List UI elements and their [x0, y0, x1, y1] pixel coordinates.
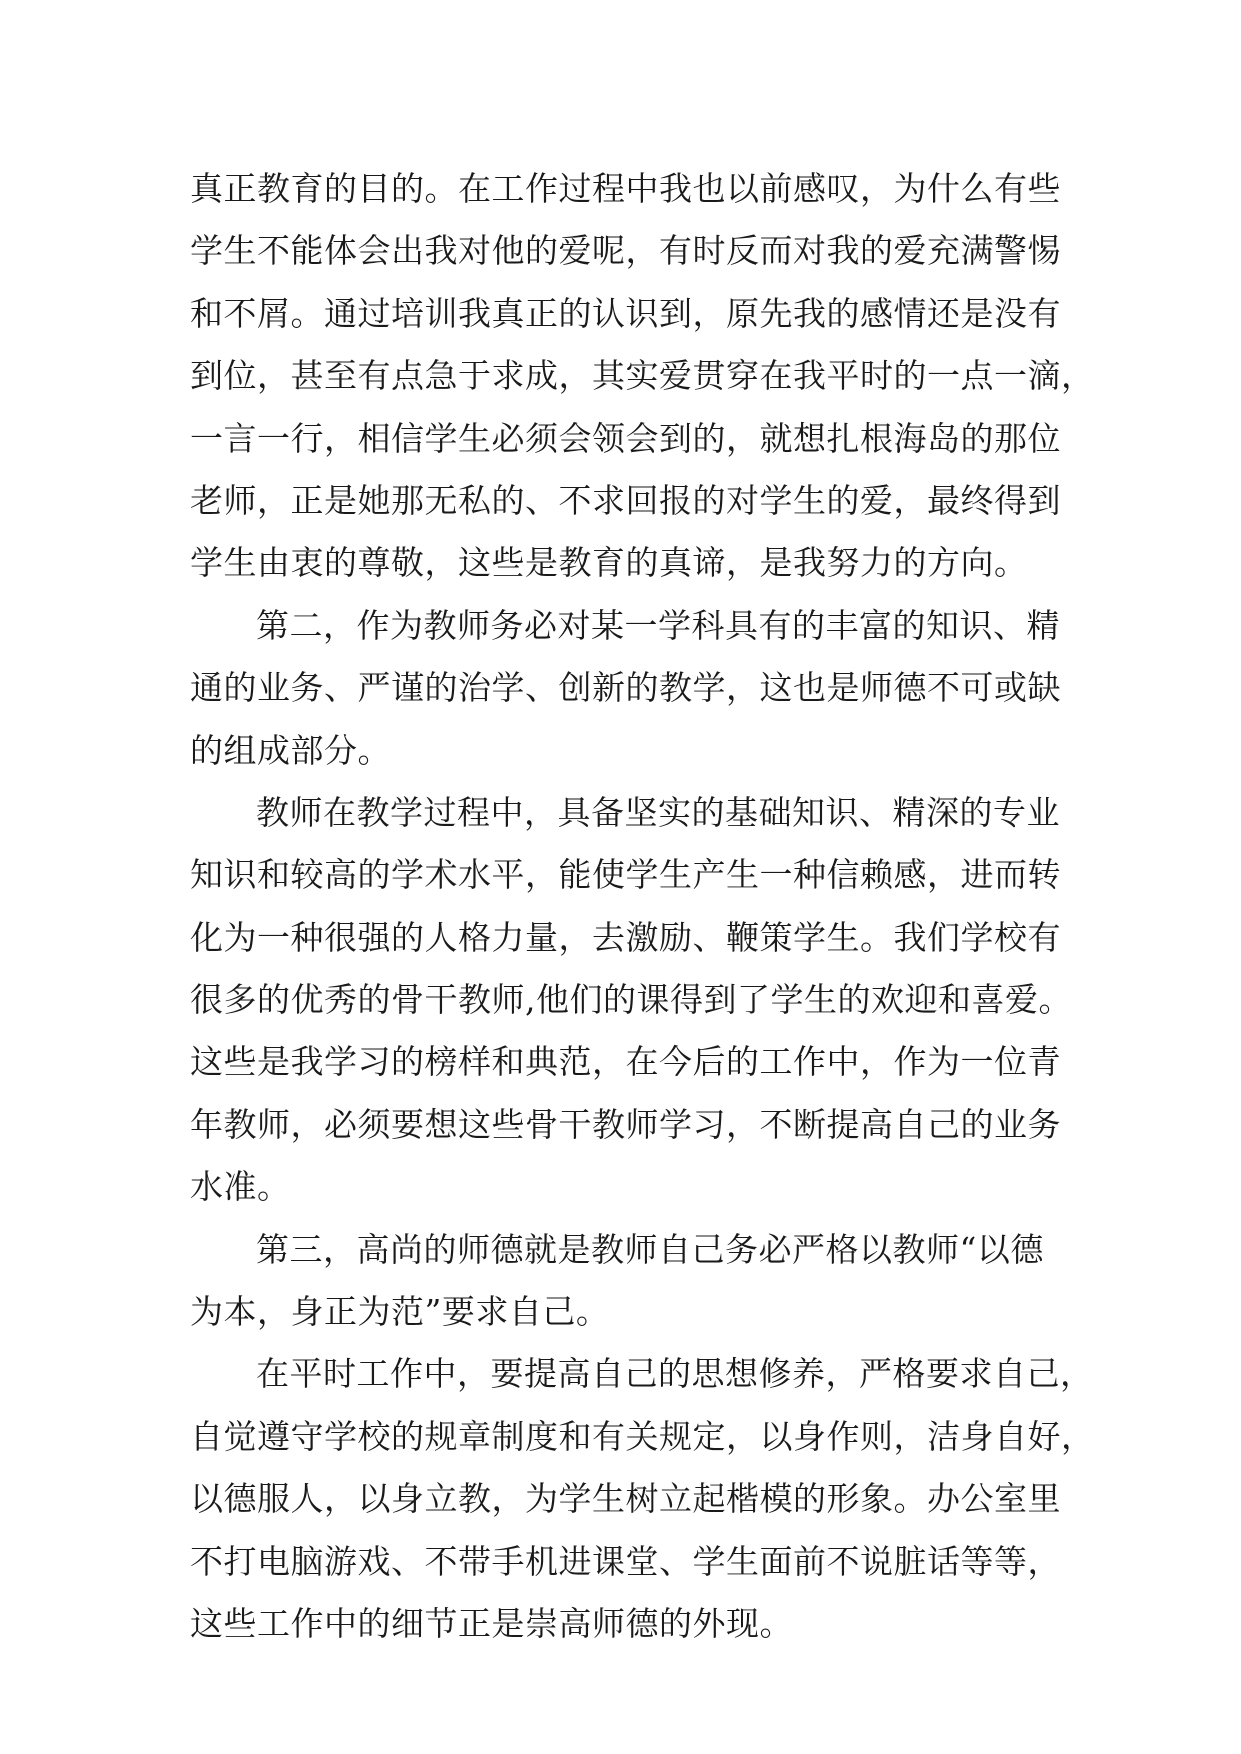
text-line: 和不屑。通过培训我真正的认识到，原先我的感情还是没有 [190, 293, 1061, 333]
paragraph-first-line: 第三，高尚的师德就是教师自己务必严格以教师“以德 [256, 1229, 1044, 1269]
text-line: 通的业务、严谨的治学、创新的教学，这也是师德不可或缺 [190, 668, 1061, 708]
text-line: 化为一种很强的人格力量，去激励、鞭策学生。我们学校有 [190, 917, 1061, 957]
text-line: 老师，正是她那无私的、不求回报的对学生的爱，最终得到 [190, 480, 1061, 520]
text-line: 不打电脑游戏、不带手机进课堂、学生面前不说脏话等等， [190, 1541, 1061, 1581]
text-line: 学生由衷的尊敬，这些是教育的真谛，是我努力的方向。 [190, 543, 1028, 583]
text-line: 这些工作中的细节正是崇高师德的外现。 [190, 1603, 793, 1643]
text-line: 知识和较高的学术水平，能使学生产生一种信赖感，进而转 [190, 855, 1061, 895]
text-line: 水准。 [190, 1167, 291, 1207]
text-line: 这些是我学习的榜样和典范，在今后的工作中，作为一位青 [190, 1042, 1061, 1082]
paragraph-first-line: 教师在教学过程中，具备坚实的基础知识、精深的专业 [256, 792, 1060, 832]
text-line: 为本，身正为范”要求自己。 [190, 1292, 610, 1332]
text-line: 一言一行，相信学生必须会领会到的，就想扎根海岛的那位 [190, 418, 1061, 458]
text-line: 的组成部分。 [190, 730, 391, 770]
text-line: 自觉遵守学校的规章制度和有关规定，以身作则，洁身自好， [190, 1416, 1095, 1456]
text-line: 很多的优秀的骨干教师,他们的课得到了学生的欢迎和喜爱。 [190, 980, 1072, 1020]
text-line: 以德服人，以身立教，为学生树立起楷模的形象。办公室里 [190, 1479, 1061, 1519]
text-line: 学生不能体会出我对他的爱呢，有时反而对我的爱充满警惕 [190, 231, 1061, 271]
document-body [190, 158, 1095, 1655]
text-line: 年教师，必须要想这些骨干教师学习，不断提高自己的业务 [190, 1104, 1061, 1144]
text-line: 到位，甚至有点急于求成，其实爱贯穿在我平时的一点一滴， [190, 356, 1095, 396]
paragraph-first-line: 在平时工作中，要提高自己的思想修养，严格要求自己， [256, 1354, 1094, 1394]
text-line: 真正教育的目的。在工作过程中我也以前感叹，为什么有些 [190, 169, 1061, 208]
paragraph-first-line: 第二，作为教师务必对某一学科具有的丰富的知识、精 [256, 605, 1060, 645]
